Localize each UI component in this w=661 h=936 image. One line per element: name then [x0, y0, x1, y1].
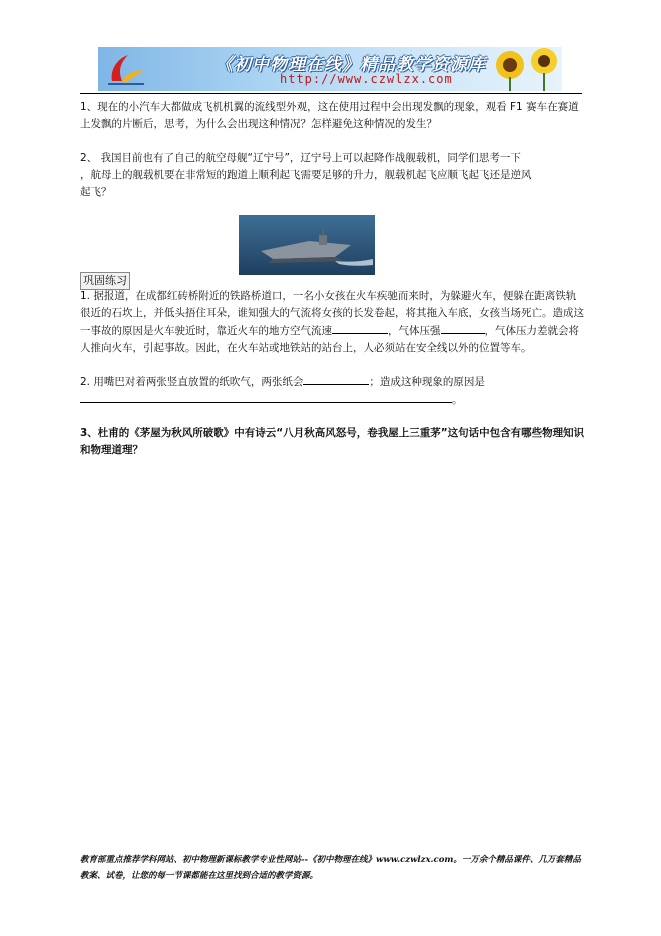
question-2 — [80, 150, 585, 201]
practice-section-label: 巩固练习 — [80, 272, 130, 290]
question-2-line: ，航母上的舰载机要在非常短的跑道上顺利起飞需要足够的升力，舰载机起飞应顺飞起飞还是逆风 — [80, 169, 532, 181]
practice-question-3: 3、杜甫的《茅屋为秋风所破歌》中有诗云“八月秋高风怒号，卷我屋上三重茅”这句话中包含有哪些物理知识和物理道理？ — [80, 427, 585, 456]
answer-blank[interactable] — [303, 373, 369, 385]
aircraft-carrier-image — [239, 215, 375, 275]
question-2-line: 起飞？ — [80, 186, 112, 198]
practice-2-text: 2. 用嘴巴对着两张竖直放置的纸吹气，两张纸会 — [80, 376, 304, 388]
practice-question-2 — [80, 373, 585, 409]
header-divider — [80, 93, 582, 94]
sunflower-icon — [522, 47, 562, 91]
site-logo-icon — [106, 51, 146, 87]
practice-1-text: ，气体压力差就会将人推向火车，引起事故。因此，在火车站或地铁站的站台上，人必须站在安全线以外的位置等车。 — [80, 325, 579, 354]
practice-1-text: 1. 据报道，在成都红砖桥附近的铁路桥道口，一名小女孩在火车疾驰而来时，为躲避火车，便躲在距离铁轨很近的石坎上，并低头捂住耳朵，谁知强大的气流将女孩的长发卷起，将其拖入车底，女孩当场死亡。造成这一事故的原因是火车驶近时，靠近火车的地方空气流速 — [80, 290, 584, 337]
practice-1-text: ，气体压强 — [388, 325, 441, 337]
question-2-line: 2、 我国目前也有了自己的航空母舰“辽宁号”，辽宁号上可以起降作战舰载机，同学们思考一下 — [80, 152, 521, 164]
practice-2-text: ；造成这种现象的原因是 — [369, 376, 485, 388]
answer-blank[interactable] — [332, 322, 388, 334]
question-1: 1、现在的小汽车大都做成飞机机翼的流线型外观，这在使用过程中会出现发飘的现象，观看 F1 赛车在赛道上发飘的片断后，思考，为什么会出现这种情况？怎样避免这种情况的发生？ — [80, 101, 579, 130]
practice-2-text: 。 — [452, 394, 463, 406]
practice-question-1 — [80, 288, 585, 357]
banner-title: 《初中物理在线》精品教学资源库 — [216, 55, 486, 75]
header-banner — [98, 47, 562, 91]
answer-blank[interactable] — [80, 391, 452, 403]
answer-blank[interactable] — [441, 322, 485, 334]
banner-url: http://www.czwlzx.com — [280, 72, 453, 86]
page-footer: 教育部重点推荐学科网站、初中物理新课标教学专业性网站--《初中物理在线》www.czwlzx.com。一万余个精品课件、几万套精品教案、试卷，让您的每一节课都能在这里找到合适的教学资源。 — [80, 855, 581, 881]
